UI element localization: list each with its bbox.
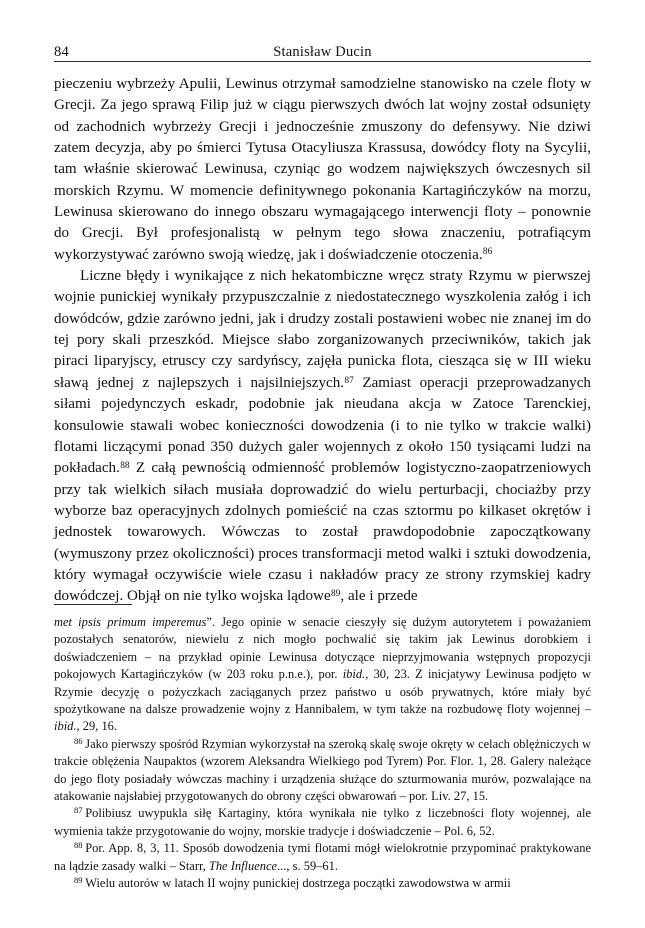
footnote-list [54, 614, 591, 893]
footnote-number[interactable]: 88 [74, 839, 83, 850]
body-paragraph: pieczeniu wybrzeży Apulii, Lewinus otrzymał samodzielne stanowisko na czele floty w Grecji. Za jego sprawą Filip już w ciągu pierwszych dwóch lat wojny został odsunięty od zachodnich wybrzeży Grecji i jednocześnie zmuszony do defensywy. Nie dziwi zatem decyzja, aby po śmierci Tytusa Otacyliusza Krassusa, dowódcy floty na Sycylii, tam właśnie skierować Lewinusa, czyniąc go wodzem największych ówczesnych sil morskich Rzymu. W momencie definitywnego pokonania Kartagińczyków na morzu, Lewinusa skierowano do innego obszaru wymagającego interwencji floty – ponownie do Grecji. Był profesjonalistą w pełnym tego słowa znaczeniu, potrafiącym wykorzystywać zarówno swoją wiedzę, jak i doświadczenie otoczenia.$^{86}$ [54, 76, 591, 263]
footnote-marker[interactable]: 86 [482, 247, 493, 258]
running-head-title: Stanisław Ducin [273, 43, 372, 60]
footnote-italic-text: ibid. [54, 719, 77, 734]
footnote-marker[interactable]: 89 [330, 588, 341, 599]
footnote-entry: $^{87}$ Polibiusz uwypukla siłę Kartaginy, która wynikała nie tylko z liczebności floty wojennej, ale wymienia także przygotowanie do wojny, morskie tradycje i doświadczenie – Pol. 6, 52. [54, 805, 591, 838]
running-head [54, 40, 591, 62]
footnote-italic-text: met ipsis primum imperemus [54, 615, 207, 629]
footnote-separator-rule [54, 604, 132, 605]
footnote-italic-text: The Influence [208, 858, 278, 873]
footnote-marker[interactable]: 88 [120, 460, 130, 471]
footnotes-section [54, 604, 591, 893]
footnote-entry: met ipsis primum imperemus”. Jego opinie w senacie cieszyły się dużym autorytetem i poważaniem pozostałych senatorów, niewielu z nich mogło pochwalić się takim jak Lewinus dorobkiem i doświadczeniem – na przykład opinie Lewinusa dotyczące nieprzyjmowania wstępnych propozycji pokojowych Kartagińczyków (w 203 roku p.n.e.), por. ibid., 30, 23. Z inicjatywy Lewinusa podjęto w Rzymie decyzję o pożyczkach zaciąganych przez państwo u osób prywatnych, które miały być spożytkowane na dalsze prowadzenie wojny z Hannibalem, w tym także na rozbudowę floty wojennej – ibid., 29, 16. [54, 615, 592, 734]
footnote-number[interactable]: 89 [74, 874, 83, 885]
body-paragraph: Liczne błędy i wynikające z nich hekatombiczne wręcz straty Rzymu w pierwszej wojnie punickiej wynikały przypuszczalnie z niedostatecznego wyszkolenia załóg i ich dowódców, gdzie zarówno jedni, jak i drudzy zostali postawieni wobec nie znanej im do tej pory skali przeszkód. Miejsce słabo zorganizowanych przeciwników, takich jak piraci liparyjscy, etruscy czy sardyńscy, zajęła punicka flota, ciesząca się w III wieku sławą jednej z najlepszych i najsilniejszych.$^{87}$ Zamiast operacji przeprowadzanych siłami pojedynczych eskadr, podobnie jak nieudana akcja w Zatoce Tarenckiej, konsulowie stawali wobec konieczności dowodzenia (i to nie tylko w trakcie walki) flotami liczącymi ponad 350 dużych galer wojennych z około 150 tysiącami ludzi na pokładach.$^{88}$ Z całą pewnością odmienność problemów logistyczno-zaopatrzeniowych przy tak wielkich siłach musiała doprowadzić do wielu perturbacji, chociażby przy wyborze baz operacyjnych zdolnych pomieścić na czas sztormu po kilkaset okrętów i jednostek towarowych. Wówczas to został prawdopodobnie zapoczątkowany (wymuszony przez okoliczności) proces transformacji metod walki i sztuki dowodzenia, który wymagał oczywiście wiele czasu i nakładów pracy ze strony rzymskiej kadry dowódczej. Objął on nie tylko wojska lądowe$^{89}$, ale i przede [54, 268, 591, 605]
footnote-entry: $^{88}$ Por. App. 8, 3, 11. Sposób dowodzenia tymi flotami mógł wielokrotnie przypominać praktykowane na lądzie zasady walki – Starr, The Influence..., s. 59–61. [54, 839, 591, 873]
body-text-column [54, 74, 591, 608]
page-folio-number: 84 [54, 43, 69, 60]
footnote-entry: $^{89}$ Wielu autorów w latach II wojny punickiej dostrzega początki zawodowstwa w armii [74, 874, 511, 891]
footnote-number[interactable]: 87 [74, 805, 83, 816]
footnote-number[interactable]: 86 [74, 735, 83, 746]
footnote-marker[interactable]: 87 [344, 375, 354, 386]
footnote-italic-text: ibid. [342, 667, 366, 682]
footnote-entry: $^{86}$ Jako pierwszy spośród Rzymian wykorzystał na szeroką skalę swoje okręty w celach oblężniczych w trakcie oblężenia Naupaktos (wzorem Aleksandra Wielkiego pod Tyrem) Por. Flor. 1, 28. Galery należące do jego floty posiadały wówczas machiny i urządzenia służące do szturmowania murów, pozwalające na atakowanie najsłabiej przygotowanych do obrony części obwarowań – por. Liv. 27, 15. [54, 735, 591, 804]
